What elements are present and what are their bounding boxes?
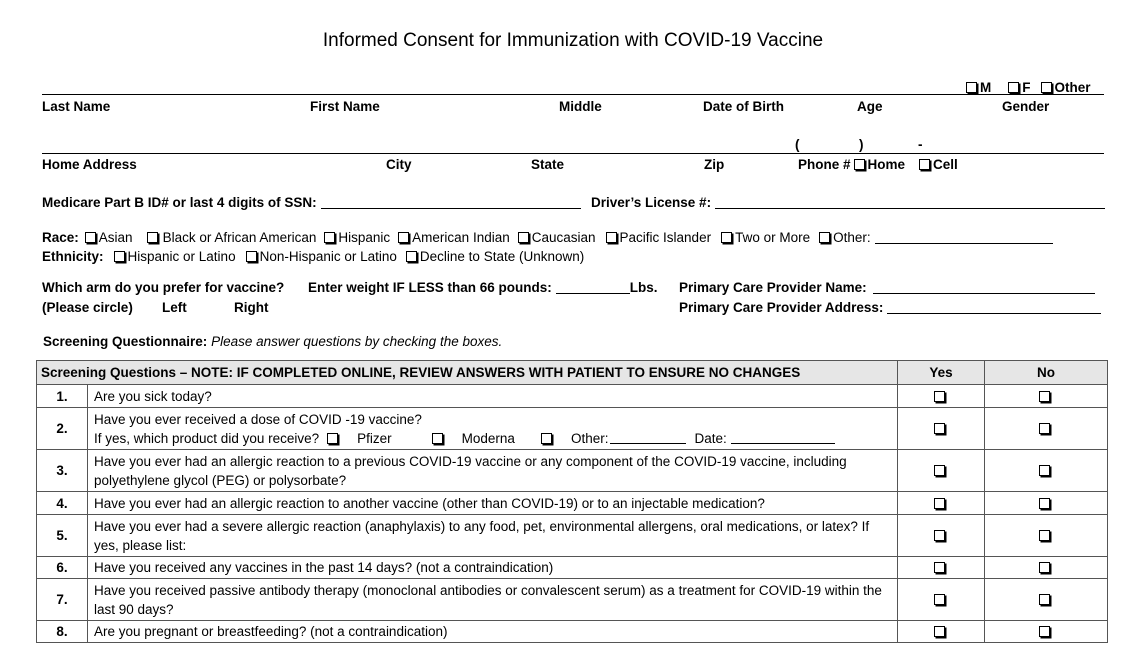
race-option-label: Two or More bbox=[735, 230, 811, 245]
question-number: 5. bbox=[37, 515, 88, 557]
address-line[interactable] bbox=[42, 153, 1104, 154]
table-header-row bbox=[37, 361, 1108, 385]
table-row bbox=[37, 515, 1108, 557]
race-option[interactable] bbox=[85, 230, 133, 245]
no-checkbox[interactable] bbox=[1039, 594, 1050, 605]
no-column-header: No bbox=[985, 361, 1108, 385]
no-checkbox[interactable] bbox=[1039, 626, 1050, 637]
phone-home-label: Home bbox=[867, 157, 906, 172]
middle-label: Middle bbox=[559, 99, 602, 114]
phone-type bbox=[798, 157, 958, 172]
table-row bbox=[37, 450, 1108, 492]
first-name-label: First Name bbox=[310, 99, 380, 114]
gender-f-label: F bbox=[1022, 80, 1031, 95]
yes-checkbox[interactable] bbox=[934, 626, 945, 637]
gender-f[interactable] bbox=[1008, 80, 1030, 95]
yes-cell bbox=[898, 450, 985, 492]
checkbox-icon[interactable] bbox=[85, 232, 96, 243]
yes-cell bbox=[898, 515, 985, 557]
weight-field[interactable] bbox=[556, 282, 630, 294]
gender-label: Gender bbox=[1002, 99, 1050, 114]
table-row bbox=[37, 385, 1108, 408]
race-option-label: Other: bbox=[833, 230, 871, 245]
other-product-field[interactable] bbox=[610, 432, 686, 444]
phone-cell-option[interactable] bbox=[919, 157, 958, 172]
city-label: City bbox=[386, 157, 412, 172]
question-text: Have you ever had a severe allergic reaction (anaphylaxis) to any food, pet, environmental allergens, oral medications, or latex? If yes, please list: bbox=[88, 515, 898, 557]
race-option[interactable] bbox=[147, 230, 317, 245]
checkbox-icon[interactable] bbox=[966, 82, 977, 93]
no-cell bbox=[985, 579, 1108, 621]
screening-instruction-text: Please answer questions by checking the boxes. bbox=[211, 334, 503, 349]
screening-instruction bbox=[43, 334, 502, 349]
yes-column-header: Yes bbox=[898, 361, 985, 385]
phone-home-option[interactable] bbox=[854, 157, 906, 172]
question-number: 4. bbox=[37, 492, 88, 515]
race-option[interactable] bbox=[721, 230, 810, 245]
race-option-label: Hispanic bbox=[338, 230, 391, 245]
last-name-label: Last Name bbox=[42, 99, 111, 114]
gender-m[interactable] bbox=[966, 80, 991, 95]
zip-label: Zip bbox=[704, 157, 725, 172]
checkbox-icon[interactable] bbox=[1041, 82, 1052, 93]
no-checkbox[interactable] bbox=[1039, 530, 1050, 541]
medicare-label: Medicare Part B ID# or last 4 digits of SSN: bbox=[42, 195, 317, 210]
ethnicity-option[interactable] bbox=[114, 249, 236, 264]
question-number: 1. bbox=[37, 385, 88, 408]
yes-checkbox[interactable] bbox=[934, 423, 945, 434]
name-line[interactable] bbox=[42, 94, 1104, 95]
yes-checkbox[interactable] bbox=[934, 498, 945, 509]
arm-circle-instruction: (Please circle) bbox=[42, 300, 133, 315]
dose-date-label: Date: bbox=[694, 430, 727, 446]
yes-checkbox[interactable] bbox=[934, 391, 945, 402]
checkbox-icon[interactable] bbox=[324, 232, 335, 243]
gender-m-label: M bbox=[980, 80, 992, 95]
no-checkbox[interactable] bbox=[1039, 391, 1050, 402]
ethnicity-option[interactable] bbox=[406, 249, 584, 264]
question-text: Have you received passive antibody therapy (monoclonal antibodies or convalescent serum) as a treatment for COVID-19 within the last 90 days? bbox=[88, 579, 898, 621]
no-cell bbox=[985, 385, 1108, 408]
checkbox-icon[interactable] bbox=[518, 232, 529, 243]
race-row bbox=[42, 230, 1053, 245]
table-row bbox=[37, 621, 1108, 643]
ethnicity-row bbox=[42, 249, 584, 264]
license-field[interactable] bbox=[715, 197, 1105, 209]
weight-unit: Lbs. bbox=[629, 280, 658, 295]
checkbox-icon[interactable] bbox=[147, 232, 158, 243]
ethnicity-label: Ethnicity: bbox=[42, 249, 104, 264]
medicare-field[interactable] bbox=[321, 197, 581, 209]
table-row bbox=[37, 557, 1108, 579]
ethnicity-option[interactable] bbox=[246, 249, 397, 264]
yes-cell bbox=[898, 385, 985, 408]
table-row bbox=[37, 492, 1108, 515]
medicare-row bbox=[42, 195, 581, 210]
question-number: 6. bbox=[37, 557, 88, 579]
weight-label: Enter weight IF LESS than 66 pounds: bbox=[308, 280, 552, 295]
race-option-label: Black or African American bbox=[162, 230, 317, 245]
ethnicity-option-label: Non-Hispanic or Latino bbox=[259, 249, 397, 264]
no-cell bbox=[985, 557, 1108, 579]
question-number: 2. bbox=[37, 408, 88, 450]
pcp-address-label: Primary Care Provider Address: bbox=[679, 300, 884, 315]
race-option-label: American Indian bbox=[412, 230, 510, 245]
other-product-label: Other: bbox=[570, 430, 609, 446]
race-option-label: Pacific Islander bbox=[619, 230, 712, 245]
gender-options bbox=[966, 80, 1091, 95]
yes-cell bbox=[898, 408, 985, 450]
checkbox-icon[interactable] bbox=[246, 251, 257, 262]
ethnicity-option-label: Hispanic or Latino bbox=[127, 249, 236, 264]
moderna-checkbox[interactable] bbox=[432, 433, 443, 444]
other-product-checkbox[interactable] bbox=[541, 433, 552, 444]
no-checkbox[interactable] bbox=[1039, 465, 1050, 476]
no-cell bbox=[985, 492, 1108, 515]
home-address-label: Home Address bbox=[42, 157, 137, 172]
pcp-address-field[interactable] bbox=[887, 302, 1101, 314]
question-number: 7. bbox=[37, 579, 88, 621]
gender-other-label: Other bbox=[1054, 80, 1091, 95]
arm-right-option[interactable]: Right bbox=[234, 300, 269, 315]
race-option[interactable] bbox=[518, 230, 596, 245]
question-text: Have you ever had an allergic reaction to another vaccine (other than COVID-19) or to an injectable medication? bbox=[88, 492, 898, 515]
race-option[interactable] bbox=[324, 230, 390, 245]
pcp-name-field[interactable] bbox=[873, 282, 1095, 294]
yes-cell bbox=[898, 557, 985, 579]
pfizer-checkbox[interactable] bbox=[327, 433, 338, 444]
pcp-name-row bbox=[679, 280, 1095, 295]
state-label: State bbox=[531, 157, 565, 172]
no-checkbox[interactable] bbox=[1039, 423, 1050, 434]
checkbox-icon[interactable] bbox=[114, 251, 125, 262]
no-cell bbox=[985, 450, 1108, 492]
pcp-name-label: Primary Care Provider Name: bbox=[679, 280, 867, 295]
license-label: Driver’s License #: bbox=[591, 195, 712, 210]
question-text: Have you ever had an allergic reaction to a previous COVID-19 vaccine or any component of the COVID-19 vaccine, including polyethylene glycol (PEG) or polysorbate? bbox=[88, 450, 898, 492]
no-checkbox[interactable] bbox=[1039, 498, 1050, 509]
yes-cell bbox=[898, 492, 985, 515]
ethnicity-option-label: Decline to State (Unknown) bbox=[419, 249, 585, 264]
race-option-label: Caucasian bbox=[531, 230, 596, 245]
question-text: Are you pregnant or breastfeeding? (not a contraindication) bbox=[88, 621, 898, 643]
yes-cell bbox=[898, 621, 985, 643]
product-followup bbox=[94, 429, 835, 448]
pcp-address-row bbox=[679, 300, 1101, 315]
yes-cell bbox=[898, 579, 985, 621]
checkbox-icon[interactable] bbox=[406, 251, 417, 262]
question-number: 8. bbox=[37, 621, 88, 643]
race-other-field[interactable] bbox=[875, 232, 1053, 244]
age-label: Age bbox=[857, 99, 883, 114]
question-cell bbox=[88, 408, 898, 450]
product-prompt: If yes, which product did you receive? bbox=[94, 430, 320, 446]
phone-open-paren: ( bbox=[795, 137, 800, 152]
phone-close-paren: ) bbox=[859, 137, 864, 152]
yes-checkbox[interactable] bbox=[934, 530, 945, 541]
race-option[interactable] bbox=[819, 230, 871, 245]
checkbox-icon[interactable] bbox=[398, 232, 409, 243]
no-cell bbox=[985, 515, 1108, 557]
race-option[interactable] bbox=[398, 230, 510, 245]
checkbox-icon[interactable] bbox=[919, 159, 930, 170]
table-row bbox=[37, 408, 1108, 450]
arm-question: Which arm do you prefer for vaccine? bbox=[42, 280, 285, 295]
form-title: Informed Consent for Immunization with COVID-19 Vaccine bbox=[322, 30, 824, 51]
moderna-label: Moderna bbox=[461, 430, 515, 446]
no-cell bbox=[985, 408, 1108, 450]
question-text: Have you received any vaccines in the past 14 days? (not a contraindication) bbox=[88, 557, 898, 579]
race-option-label: Asian bbox=[98, 230, 133, 245]
yes-checkbox[interactable] bbox=[934, 562, 945, 573]
dob-label: Date of Birth bbox=[703, 99, 784, 114]
race-option[interactable] bbox=[606, 230, 712, 245]
screening-table bbox=[36, 360, 1108, 643]
checkbox-icon[interactable] bbox=[819, 232, 830, 243]
question-number: 3. bbox=[37, 450, 88, 492]
question-text: Have you ever received a dose of COVID -19 vaccine? bbox=[94, 411, 422, 427]
gender-other[interactable] bbox=[1041, 80, 1091, 95]
phone-cell-label: Cell bbox=[933, 157, 958, 172]
yes-checkbox[interactable] bbox=[934, 465, 945, 476]
phone-dash: - bbox=[918, 137, 923, 152]
no-cell bbox=[985, 621, 1108, 643]
race-label: Race: bbox=[42, 230, 79, 245]
table-row bbox=[37, 579, 1108, 621]
screening-label: Screening Questionnaire: bbox=[43, 334, 208, 349]
weight-row bbox=[308, 280, 658, 295]
question-text: Are you sick today? bbox=[88, 385, 898, 408]
dose-date-field[interactable] bbox=[731, 432, 835, 444]
checkbox-icon[interactable] bbox=[854, 159, 865, 170]
no-checkbox[interactable] bbox=[1039, 562, 1050, 573]
checkbox-icon[interactable] bbox=[1008, 82, 1019, 93]
table-header: Screening Questions – NOTE: IF COMPLETED ONLINE, REVIEW ANSWERS WITH PATIENT TO ENSURE NO CHANGES bbox=[37, 361, 898, 385]
license-row bbox=[591, 195, 1105, 210]
phone-label: Phone # bbox=[798, 157, 851, 172]
yes-checkbox[interactable] bbox=[934, 594, 945, 605]
checkbox-icon[interactable] bbox=[721, 232, 732, 243]
checkbox-icon[interactable] bbox=[606, 232, 617, 243]
arm-left-option[interactable]: Left bbox=[162, 300, 187, 315]
pfizer-label: Pfizer bbox=[357, 430, 392, 446]
